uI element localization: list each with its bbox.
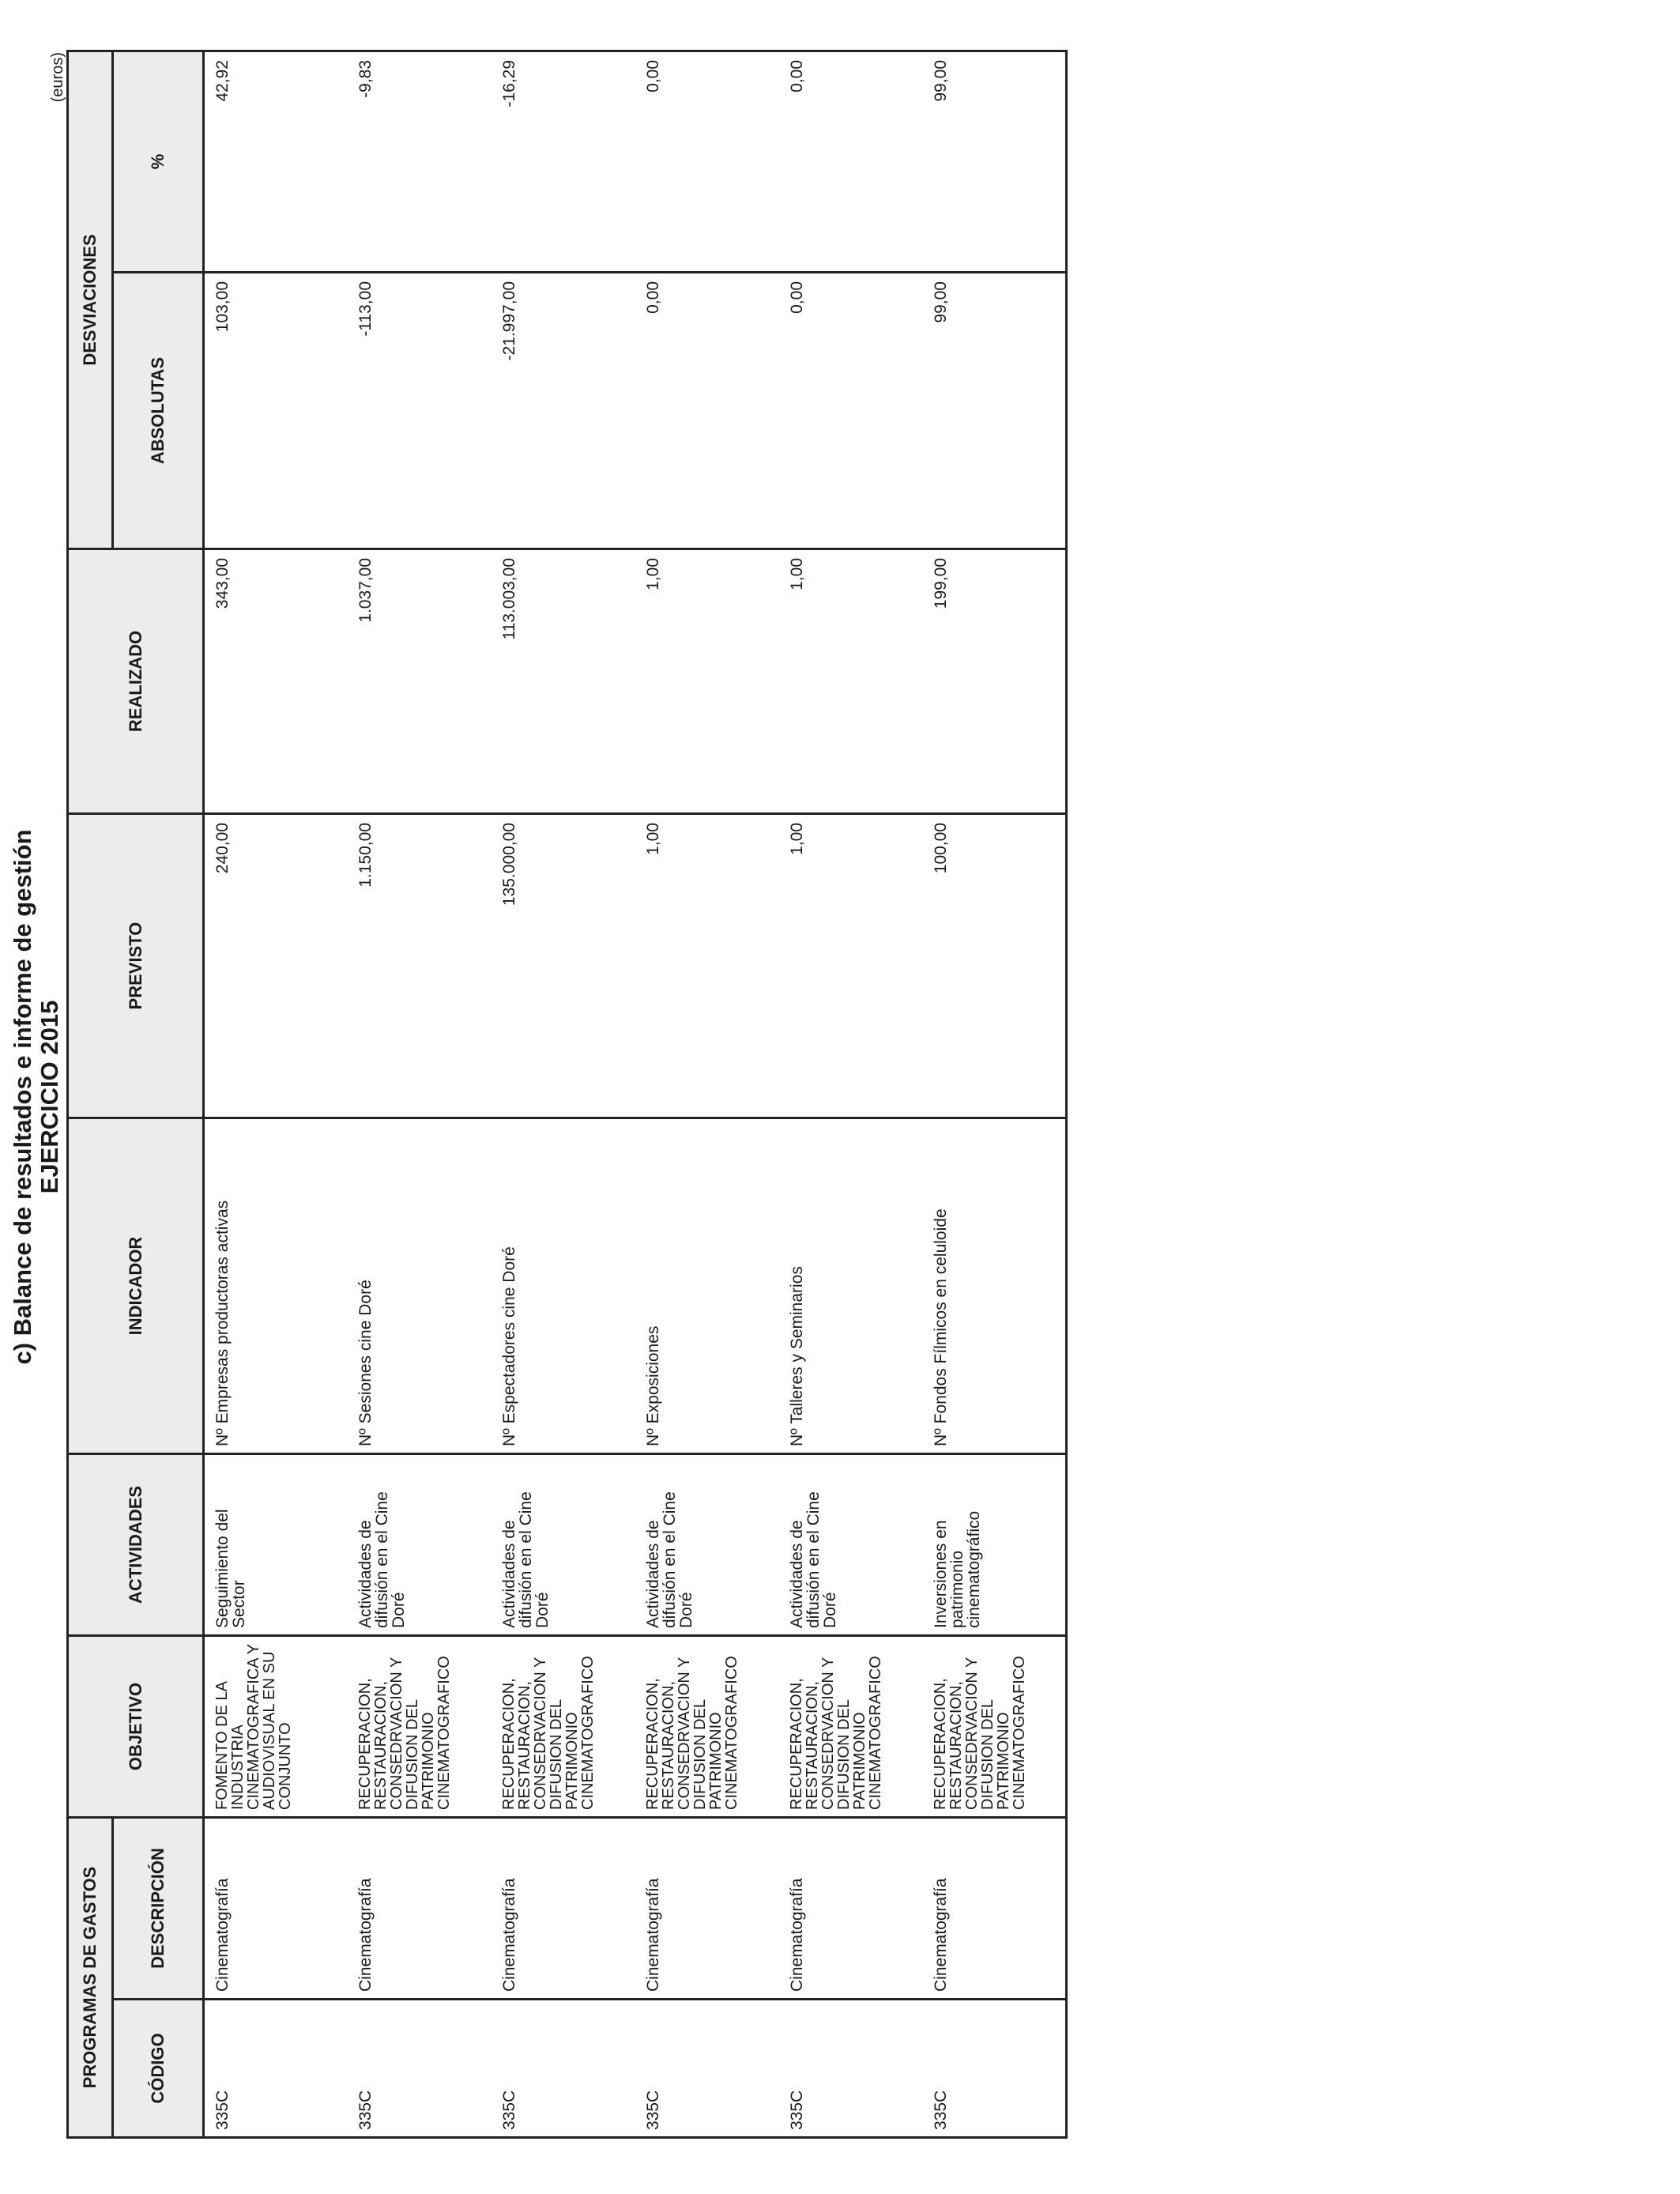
cell-indicador: Nº Sesiones cine Doré: [348, 1118, 492, 1454]
cell-objetivo: FOMENTO DE LA INDUSTRIA CINEMATOGRAFICA Y AUDIOVISUAL EN SU CONJUNTO: [204, 1636, 348, 1818]
cell-previsto: 1,00: [635, 814, 779, 1118]
cell-descripcion: Cinematografía: [492, 1818, 635, 2000]
cell-porcentaje: 0,00: [635, 51, 779, 272]
cell-realizado: 343,00: [204, 549, 348, 814]
cell-indicador: Nº Talleres y Seminarios: [779, 1118, 923, 1454]
group-header-programas: PROGRAMAS DE GASTOS: [68, 1818, 113, 2138]
cell-descripcion: Cinematografía: [923, 1818, 1067, 2000]
column-header-objetivo: OBJETIVO: [68, 1636, 204, 1818]
cell-descripcion: Cinematografía: [635, 1818, 779, 2000]
cell-objetivo: RECUPERACION, RESTAURACION, CONSEDRVACION Y DIFUSION DEL PATRIMONIO CINEMATOGRAFICO: [923, 1636, 1067, 1818]
column-header-indicador: INDICADOR: [68, 1118, 204, 1454]
cell-realizado: 1,00: [779, 549, 923, 814]
table-row: [348, 51, 492, 2137]
cell-absolutas: -21.997,00: [492, 273, 635, 549]
cell-previsto: 135.000,00: [492, 814, 635, 1118]
cell-realizado: 199,00: [923, 549, 1067, 814]
cell-actividades: Actividades de difusión en el Cine Doré: [348, 1454, 492, 1636]
cell-codigo: 335C: [923, 2000, 1067, 2138]
group-header-desviaciones: DESVIACIONES: [68, 51, 113, 548]
cell-codigo: 335C: [204, 2000, 348, 2138]
cell-indicador: Nº Exposiciones: [635, 1118, 779, 1454]
cell-codigo: 335C: [348, 2000, 492, 2138]
table-row: [635, 51, 779, 2137]
cell-descripcion: Cinematografía: [779, 1818, 923, 2000]
cell-indicador: Nº Espectadores cine Doré: [492, 1118, 635, 1454]
cell-codigo: 335C: [492, 2000, 635, 2138]
cell-codigo: 335C: [635, 2000, 779, 2138]
cell-absolutas: 0,00: [779, 273, 923, 549]
units-label: (euros): [49, 52, 66, 103]
cell-previsto: 240,00: [204, 814, 348, 1118]
table-row: [204, 51, 348, 2137]
cell-absolutas: 0,00: [635, 273, 779, 549]
cell-porcentaje: -16,29: [492, 51, 635, 272]
table-row: [779, 51, 923, 2137]
page-subtitle: EJERCICIO 2015: [36, 1000, 63, 1194]
cell-objetivo: RECUPERACION, RESTAURACION, CONSEDRVACION Y DIFUSION DEL PATRIMONIO CINEMATOGRAFICO: [779, 1636, 923, 1818]
column-header-previsto: PREVISTO: [68, 814, 204, 1118]
cell-actividades: Seguimiento del Sector: [204, 1454, 348, 1636]
cell-objetivo: RECUPERACION, RESTAURACION, CONSEDRVACION Y DIFUSION DEL PATRIMONIO CINEMATOGRAFICO: [492, 1636, 635, 1818]
cell-indicador: Nº Empresas productoras activas: [204, 1118, 348, 1454]
cell-porcentaje: 99,00: [923, 51, 1067, 272]
cell-realizado: 1.037,00: [348, 549, 492, 814]
cell-actividades: Actividades de difusión en el Cine Doré: [779, 1454, 923, 1636]
cell-actividades: Actividades de difusión en el Cine Doré: [635, 1454, 779, 1636]
cell-previsto: 100,00: [923, 814, 1067, 1118]
column-header-realizado: REALIZADO: [68, 549, 204, 814]
table-row: [492, 51, 635, 2137]
results-table: [66, 50, 1068, 2139]
cell-objetivo: RECUPERACION, RESTAURACION, CONSEDRVACION Y DIFUSION DEL PATRIMONIO CINEMATOGRAFICO: [635, 1636, 779, 1818]
cell-porcentaje: 0,00: [779, 51, 923, 272]
column-header-absolutas: ABSOLUTAS: [113, 273, 204, 549]
page-title: c) Balance de resultados e informe de gestión: [9, 829, 36, 1365]
cell-indicador: Nº Fondos Fílmicos en celuloide: [923, 1118, 1067, 1454]
cell-previsto: 1,00: [779, 814, 923, 1118]
cell-porcentaje: 42,92: [204, 51, 348, 272]
column-header-actividades: ACTIVIDADES: [68, 1454, 204, 1636]
cell-objetivo: RECUPERACION, RESTAURACION, CONSEDRVACION Y DIFUSION DEL PATRIMONIO CINEMATOGRAFICO: [348, 1636, 492, 1818]
cell-realizado: 113.003,00: [492, 549, 635, 814]
cell-absolutas: 103,00: [204, 273, 348, 549]
cell-absolutas: -113,00: [348, 273, 492, 549]
cell-descripcion: Cinematografía: [204, 1818, 348, 2000]
cell-absolutas: 99,00: [923, 273, 1067, 549]
column-header-porcentaje: %: [113, 51, 204, 272]
cell-porcentaje: -9,83: [348, 51, 492, 272]
column-header-codigo: CÓDIGO: [113, 2000, 204, 2138]
cell-previsto: 1.150,00: [348, 814, 492, 1118]
column-header-descripcion: DESCRIPCIÓN: [113, 1818, 204, 2000]
cell-actividades: Inversiones en patrimonio cinematográfico: [923, 1454, 1067, 1636]
cell-actividades: Actividades de difusión en el Cine Doré: [492, 1454, 635, 1636]
cell-descripcion: Cinematografía: [348, 1818, 492, 2000]
cell-realizado: 1,00: [635, 549, 779, 814]
cell-codigo: 335C: [779, 2000, 923, 2138]
table-row: [923, 51, 1067, 2137]
